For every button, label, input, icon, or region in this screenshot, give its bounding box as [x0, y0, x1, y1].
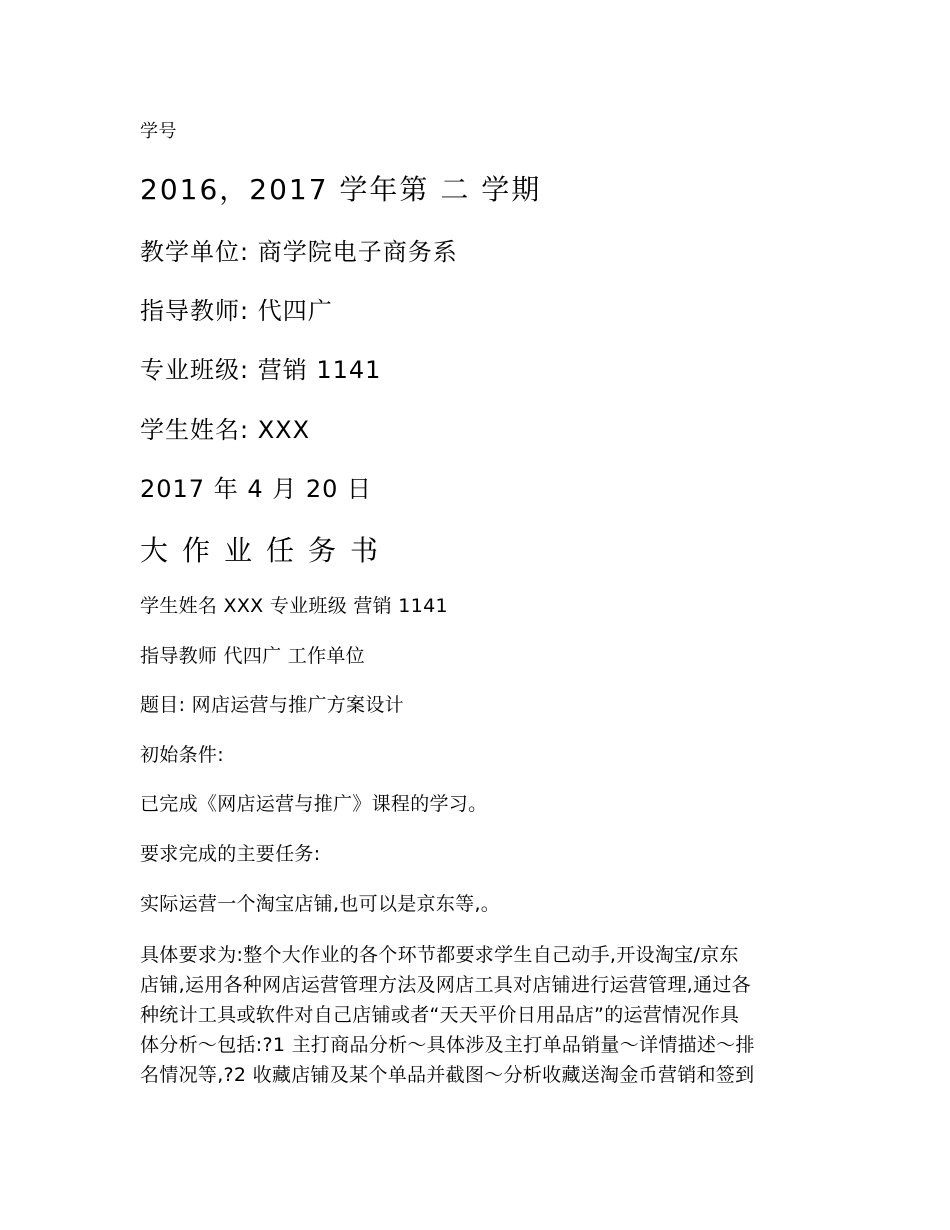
requirements-line: 体分析～包括:?1 主打商品分析～具体涉及主打单品销量～详情描述～排 — [140, 1034, 755, 1056]
major-class: 专业班级: 营销 1141 — [140, 356, 382, 384]
requirements-line: 店铺,运用各种网店运营管理方法及网店工具对店铺进行运营管理,通过各 — [140, 974, 751, 996]
main-tasks-label: 要求完成的主要任务: — [140, 843, 321, 865]
student-id-label: 学号 — [140, 121, 177, 142]
requirements-line: 具体要求为:整个大作业的各个环节都要求学生自己动手,开设淘宝/京东 — [140, 944, 739, 966]
requirements-line: 名情况等,?2 收藏店铺及某个单品并截图～分析收藏送淘金币营销和签到 — [140, 1064, 755, 1086]
main-task-text: 实际运营一个淘宝店铺,也可以是京东等,。 — [140, 893, 501, 915]
student-name: 学生姓名: XXX — [140, 416, 311, 444]
topic-line: 题目: 网店运营与推广方案设计 — [140, 694, 404, 716]
initial-conditions-text: 已完成《网店运营与推广》课程的学习。 — [140, 793, 488, 815]
requirements-paragraph — [140, 940, 820, 1090]
task-book-title: 大作业任务书 — [140, 534, 393, 567]
date: 2017 年 4 月 20 日 — [140, 475, 373, 503]
semester-heading: 2016，2017 学年第 二 学期 — [140, 173, 542, 206]
initial-conditions-label: 初始条件: — [140, 744, 224, 766]
instructor-info-line: 指导教师 代四广 工作单位 — [140, 645, 365, 667]
instructor: 指导教师: 代四广 — [140, 297, 333, 325]
student-info-line: 学生姓名 XXX 专业班级 营销 1141 — [140, 595, 448, 617]
requirements-line: 种统计工具或软件对自己店铺或者“天天平价日用品店”的运营情况作具 — [140, 1004, 740, 1026]
teaching-unit: 教学单位: 商学院电子商务系 — [140, 238, 458, 266]
